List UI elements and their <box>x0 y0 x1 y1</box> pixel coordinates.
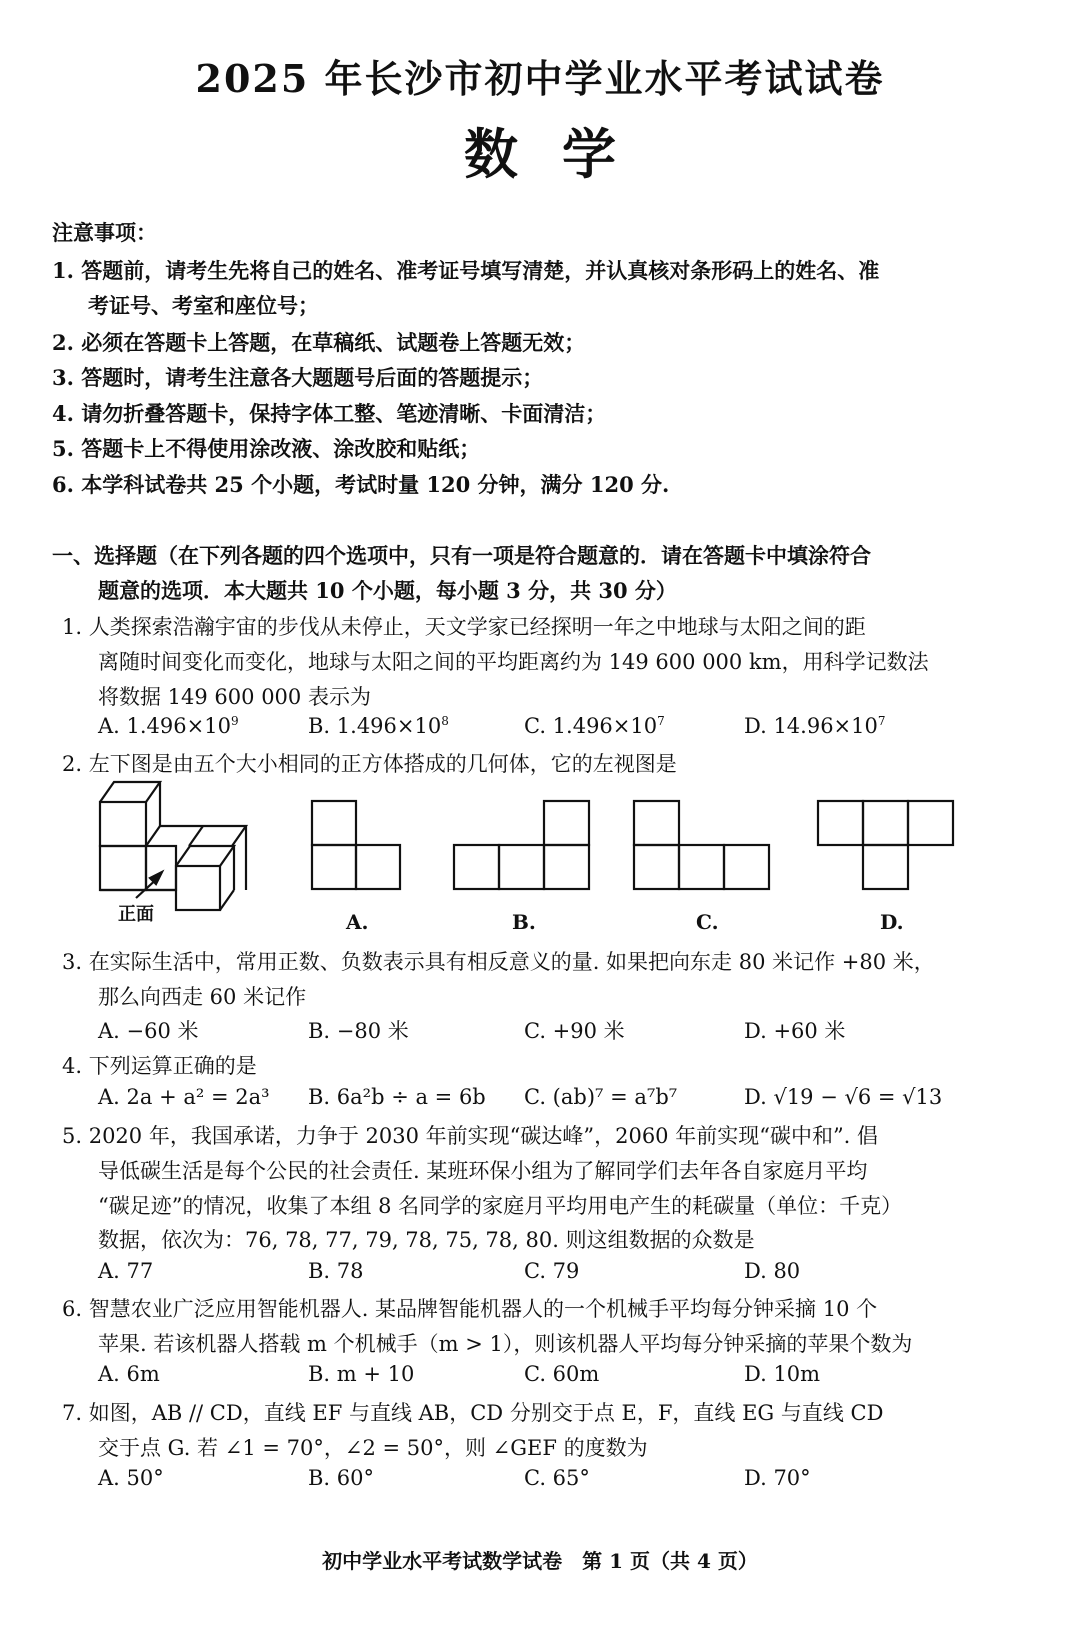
notice-item-1: 1. 答题前，请考生先将自己的姓名、准考证号填写清楚，并认真核对条形码上的姓名、准 <box>52 258 880 283</box>
q7-option-a[interactable]: A. 50° <box>98 1466 164 1490</box>
notice-item-6: 6. 本学科试卷共 25 个小题，考试时量 120 分钟，满分 120 分. <box>52 472 670 497</box>
q1-option-c-text: C. 1.496×10 <box>524 714 658 738</box>
q1-line-2: 离随时间变化而变化，地球与太阳之间的平均距离约为 149 600 000 km，用科学记数法 <box>98 650 929 674</box>
section-heading-cont: 题意的选项．本大题共 10 个小题，每小题 3 分，共 30 分） <box>98 578 677 603</box>
front-label: 正面 <box>118 904 154 925</box>
notice-item-3: 3. 答题时，请考生注意各大题题号后面的答题提示； <box>52 365 544 390</box>
q6-option-b[interactable]: B. m + 10 <box>308 1362 415 1386</box>
q1-line-1: 1. 人类探索浩瀚宇宙的步伐从未停止，天文学家已经探明一年之中地球与太阳之间的距 <box>62 615 866 639</box>
page-footer: 初中学业水平考试数学试卷 第 1 页（共 4 页） <box>322 1549 758 1573</box>
q5-line-3: “碳足迹”的情况，收集了本组 8 名同学的家庭月平均用电产生的耗碳量（单位：千克） <box>98 1194 903 1218</box>
q6-option-d[interactable]: D. 10m <box>744 1362 821 1386</box>
notice-item-5: 5. 答题卡上不得使用涂改液、涂改胶和贴纸； <box>52 436 481 461</box>
q5-line-1: 5. 2020 年，我国承诺，力争于 2030 年前实现“碳达峰”，2060 年前实现“碳中和”. 倡 <box>62 1124 879 1148</box>
q1-option-b-text: B. 1.496×10 <box>308 714 442 738</box>
q1-option-a-exp: 9 <box>230 714 239 728</box>
q2-option-b-figure <box>454 801 589 889</box>
q2-line: 2. 左下图是由五个大小相同的正方体搭成的几何体，它的左视图是 <box>62 752 677 776</box>
notice-item-1-cont: 考证号、考室和座位号； <box>88 293 319 318</box>
q1-option-a-text: A. 1.496×10 <box>98 714 231 738</box>
q6-option-a[interactable]: A. 6m <box>98 1362 160 1386</box>
q2-option-b[interactable]: B. <box>512 910 536 934</box>
q1-option-d-text: D. 14.96×10 <box>744 714 878 738</box>
q1-option-d-exp: 7 <box>877 714 886 728</box>
q3-line-2: 那么向西走 60 米记作 <box>98 985 307 1009</box>
q5-option-c[interactable]: C. 79 <box>524 1259 580 1283</box>
notice-item-4: 4. 请勿折叠答题卡，保持字体工整、笔迹清晰、卡面清洁； <box>52 401 607 426</box>
notice-item-2: 2. 必须在答题卡上答题，在草稿纸、试题卷上答题无效； <box>52 330 586 355</box>
q4-option-a[interactable]: A. 2a + a² = 2a³ <box>98 1085 270 1109</box>
q7-line-2: 交于点 G. 若 ∠1 = 70°，∠2 = 50°，则 ∠GEF 的度数为 <box>98 1436 648 1460</box>
q7-option-b[interactable]: B. 60° <box>308 1466 375 1490</box>
q6-line-2: 苹果. 若该机器人搭载 m 个机械手（m > 1），则该机器人平均每分钟采摘的苹果个数为 <box>98 1332 913 1356</box>
q7-option-c[interactable]: C. 65° <box>524 1466 590 1490</box>
q2-option-c-figure <box>634 801 769 889</box>
q5-line-4: 数据，依次为：76, 78, 77, 79, 78, 75, 78, 80. 则这组数据的众数是 <box>98 1228 755 1252</box>
q3-line-1: 3. 在实际生活中，常用正数、负数表示具有相反意义的量. 如果把向东走 80 米记作 +80 米， <box>62 950 935 974</box>
exam-title: 2025 年长沙市初中学业水平考试试卷 <box>195 56 885 101</box>
front-arrow-icon <box>136 872 162 898</box>
section-heading: 一、选择题（在下列各题的四个选项中，只有一项是符合题意的．请在答题卡中填涂符合 <box>52 543 871 568</box>
q7-option-d[interactable]: D. 70° <box>744 1466 811 1490</box>
q6-option-c[interactable]: C. 60m <box>524 1362 600 1386</box>
q4-line: 4. 下列运算正确的是 <box>62 1054 257 1078</box>
q2-solid-figure <box>100 782 246 910</box>
q4-option-b[interactable]: B. 6a²b ÷ a = 6b <box>308 1085 486 1109</box>
q2-option-a-figure <box>312 801 400 889</box>
q4-option-c[interactable]: C. (ab)⁷ = a⁷b⁷ <box>524 1085 678 1109</box>
q2-option-d-figure <box>818 801 953 889</box>
q2-option-c[interactable]: C. <box>696 910 719 934</box>
notice-heading: 注意事项： <box>52 220 157 245</box>
q5-line-2: 导低碳生活是每个公民的社会责任. 某班环保小组为了解同学们去年各自家庭月平均 <box>98 1159 868 1183</box>
q5-option-a[interactable]: A. 77 <box>98 1259 154 1283</box>
q1-option-c-exp: 7 <box>657 714 665 728</box>
subject-title: 数学 <box>464 122 660 186</box>
q5-option-d[interactable]: D. 80 <box>744 1259 801 1283</box>
q7-line-1: 7. 如图，AB // CD，直线 EF 与直线 AB，CD 分别交于点 E，F，直线 EG 与直线 CD <box>62 1401 884 1425</box>
q3-option-a[interactable]: A. −60 米 <box>98 1019 199 1043</box>
q3-option-d[interactable]: D. +60 米 <box>744 1019 846 1043</box>
q5-option-b[interactable]: B. 78 <box>308 1259 364 1283</box>
q3-option-b[interactable]: B. −80 米 <box>308 1019 409 1043</box>
q6-line-1: 6. 智慧农业广泛应用智能机器人. 某品牌智能机器人的一个机械手平均每分钟采摘 10 个 <box>62 1297 878 1321</box>
q2-option-a[interactable]: A. <box>346 910 369 934</box>
q2-option-d[interactable]: D. <box>880 910 904 934</box>
q1-line-3: 将数据 149 600 000 表示为 <box>98 685 371 709</box>
q4-option-d[interactable]: D. √19 − √6 = √13 <box>744 1085 943 1109</box>
q1-option-b-exp: 8 <box>441 714 449 728</box>
q3-option-c[interactable]: C. +90 米 <box>524 1019 625 1043</box>
